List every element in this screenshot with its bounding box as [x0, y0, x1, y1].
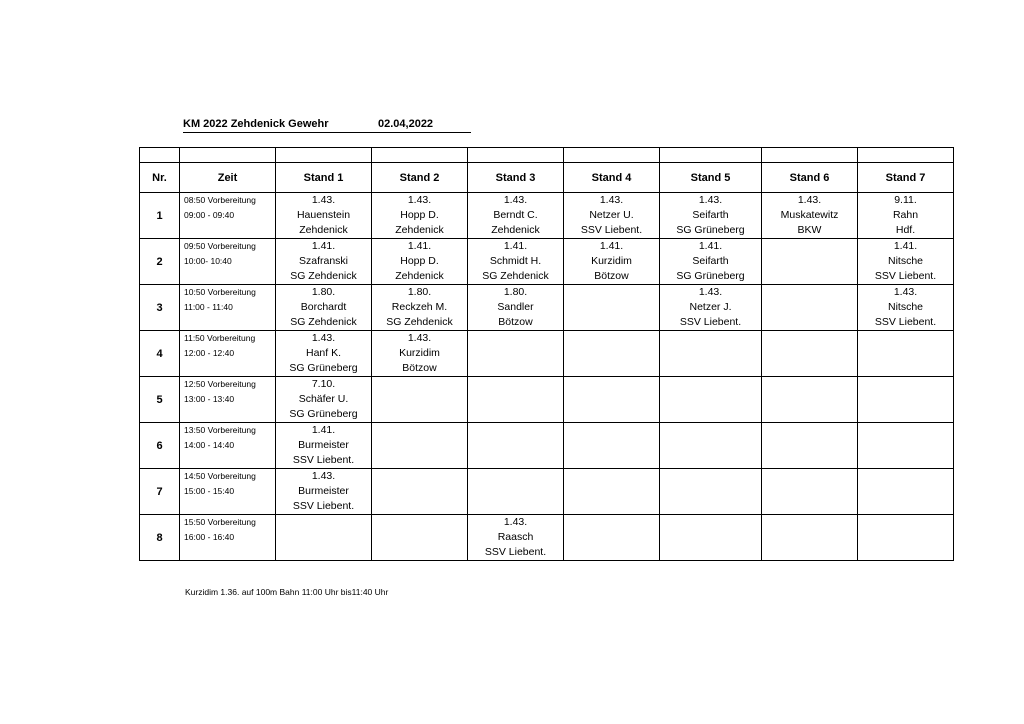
shooter-name: Raasch — [497, 531, 534, 543]
discipline-code — [564, 285, 659, 300]
stand-cell — [276, 469, 372, 515]
club-name: Bötzow — [402, 362, 437, 374]
shooter-name: Muskatewitz — [780, 209, 839, 221]
stand-cell — [276, 515, 372, 561]
discipline-code — [468, 331, 563, 346]
club-name — [564, 499, 659, 514]
club-name: Zehdenick — [491, 224, 540, 236]
discipline-code — [372, 377, 467, 392]
discipline-code — [276, 515, 371, 530]
discipline-code — [468, 469, 563, 484]
shooter-name — [564, 484, 659, 499]
stand-cell — [468, 515, 564, 561]
time-cell — [180, 285, 276, 331]
club-name: SG Grüneberg — [289, 362, 358, 374]
discipline-code: 1.41. — [893, 240, 918, 252]
discipline-code — [858, 469, 953, 484]
shooter-name: Seifarth — [692, 209, 729, 221]
discipline-code: 1.41. — [698, 240, 723, 252]
stand-cell — [372, 423, 468, 469]
row-number: 3 — [140, 285, 180, 331]
shooter-name — [372, 530, 467, 545]
shooting-time: 15:00 - 15:40 — [184, 486, 235, 496]
shooter-name — [468, 438, 563, 453]
stand-cell — [468, 377, 564, 423]
stand-cell — [372, 285, 468, 331]
prep-time: 09:50 Vorbereitung — [184, 241, 256, 251]
club-name — [660, 545, 761, 560]
discipline-code — [660, 331, 761, 346]
discipline-code: 1.41. — [599, 240, 624, 252]
club-name — [762, 315, 857, 330]
shooter-name: Burmeister — [298, 439, 349, 451]
time-cell — [180, 377, 276, 423]
shooter-name — [660, 346, 761, 361]
schedule-table — [139, 147, 954, 561]
shooter-name: Szafranski — [298, 255, 349, 267]
discipline-code — [660, 377, 761, 392]
shooter-name — [762, 484, 857, 499]
stand-cell — [762, 285, 858, 331]
stand-cell — [564, 331, 660, 377]
discipline-code: 1.41. — [407, 240, 432, 252]
shooting-time: 14:00 - 14:40 — [184, 440, 235, 450]
club-name — [660, 499, 761, 514]
stand-cell — [660, 331, 762, 377]
discipline-code — [660, 423, 761, 438]
prep-time: 12:50 Vorbereitung — [184, 379, 256, 389]
column-header: Zeit — [180, 163, 276, 193]
stand-cell — [276, 239, 372, 285]
discipline-code — [564, 423, 659, 438]
club-name: SG Grüneberg — [676, 270, 745, 282]
column-header: Stand 2 — [372, 163, 468, 193]
club-name — [660, 407, 761, 422]
stand-cell — [564, 515, 660, 561]
shooter-name — [276, 530, 371, 545]
discipline-code — [762, 469, 857, 484]
club-name — [762, 407, 857, 422]
stand-cell — [276, 285, 372, 331]
discipline-code — [858, 515, 953, 530]
stand-cell — [564, 193, 660, 239]
shooter-name: Kurzidim — [399, 347, 440, 359]
prep-time: 14:50 Vorbereitung — [184, 471, 256, 481]
discipline-code — [762, 331, 857, 346]
stand-cell — [762, 515, 858, 561]
shooter-name: Netzer J. — [689, 301, 732, 313]
stand-cell — [372, 515, 468, 561]
discipline-code: 1.43. — [698, 286, 723, 298]
row-number: 2 — [140, 239, 180, 285]
shooter-name — [468, 484, 563, 499]
prep-time: 11:50 Vorbereitung — [184, 333, 256, 343]
discipline-code — [660, 469, 761, 484]
shooter-name — [660, 392, 761, 407]
club-name — [468, 499, 563, 514]
shooter-name: Hanf K. — [305, 347, 342, 359]
club-name: SSV Liebent. — [679, 316, 742, 328]
column-header: Stand 5 — [660, 163, 762, 193]
club-name: Bötzow — [498, 316, 533, 328]
club-name — [858, 407, 953, 422]
shooter-name: Schäfer U. — [298, 393, 349, 405]
discipline-code: 1.43. — [698, 194, 723, 206]
stand-cell — [762, 331, 858, 377]
discipline-code — [858, 377, 953, 392]
discipline-code: 1.41. — [311, 240, 336, 252]
table-row — [140, 331, 954, 377]
stand-cell — [762, 469, 858, 515]
row-number: 4 — [140, 331, 180, 377]
discipline-code — [762, 285, 857, 300]
stand-cell — [858, 377, 954, 423]
club-name — [762, 269, 857, 284]
club-name — [660, 453, 761, 468]
shooter-name — [858, 392, 953, 407]
stand-cell — [660, 469, 762, 515]
shooter-name — [660, 530, 761, 545]
club-name — [858, 453, 953, 468]
stand-cell — [660, 285, 762, 331]
shooting-time: 13:00 - 13:40 — [184, 394, 235, 404]
shooter-name — [564, 300, 659, 315]
discipline-code: 1.43. — [311, 470, 336, 482]
shooter-name: Hopp D. — [400, 209, 439, 221]
shooter-name — [762, 300, 857, 315]
stand-cell — [564, 377, 660, 423]
document-title — [183, 117, 471, 133]
discipline-code: 1.80. — [311, 286, 336, 298]
stand-cell — [564, 469, 660, 515]
shooting-time: 09:00 - 09:40 — [184, 210, 235, 220]
row-number: 1 — [140, 193, 180, 239]
discipline-code: 9.11. — [894, 194, 917, 206]
table-row — [140, 377, 954, 423]
stand-cell — [372, 331, 468, 377]
club-name — [372, 453, 467, 468]
discipline-code — [762, 515, 857, 530]
discipline-code — [762, 239, 857, 254]
stand-cell — [762, 377, 858, 423]
club-name — [276, 545, 371, 560]
shooter-name: Sandler — [497, 301, 534, 313]
club-name — [372, 499, 467, 514]
shooter-name — [660, 438, 761, 453]
shooter-name: Rahn — [892, 209, 919, 221]
discipline-code — [372, 423, 467, 438]
time-cell — [180, 239, 276, 285]
stand-cell — [858, 423, 954, 469]
discipline-code: 1.43. — [503, 516, 528, 528]
stand-cell — [276, 331, 372, 377]
discipline-code: 1.43. — [503, 194, 528, 206]
shooter-name — [762, 392, 857, 407]
club-name — [564, 453, 659, 468]
shooter-name — [372, 484, 467, 499]
spacer-row — [140, 148, 954, 163]
column-header: Nr. — [140, 163, 180, 193]
shooter-name — [564, 392, 659, 407]
table-row — [140, 285, 954, 331]
discipline-code: 1.43. — [893, 286, 918, 298]
stand-cell — [858, 285, 954, 331]
shooter-name: Hauenstein — [296, 209, 351, 221]
stand-cell — [660, 377, 762, 423]
club-name: SG Zehdenick — [482, 270, 549, 282]
discipline-code — [564, 515, 659, 530]
stand-cell — [276, 377, 372, 423]
stand-cell — [468, 331, 564, 377]
club-name — [762, 361, 857, 376]
shooter-name — [564, 530, 659, 545]
club-name: Hdf. — [895, 224, 916, 236]
club-name: SSV Liebent. — [484, 546, 547, 558]
prep-time: 15:50 Vorbereitung — [184, 517, 256, 527]
table-row — [140, 193, 954, 239]
shooter-name: Borchardt — [300, 301, 347, 313]
title-date: 02.04,2022 — [378, 118, 434, 130]
stand-cell — [858, 515, 954, 561]
table-row — [140, 239, 954, 285]
discipline-code — [762, 377, 857, 392]
club-name — [762, 545, 857, 560]
club-name: Zehdenick — [395, 224, 444, 236]
club-name: BKW — [797, 224, 822, 236]
shooter-name — [858, 438, 953, 453]
stand-cell — [468, 469, 564, 515]
column-header: Stand 1 — [276, 163, 372, 193]
shooter-name — [468, 346, 563, 361]
stand-cell — [564, 239, 660, 285]
shooter-name — [762, 530, 857, 545]
shooter-name — [660, 484, 761, 499]
club-name — [564, 361, 659, 376]
shooter-name: Nitsche — [887, 255, 923, 267]
table-row — [140, 423, 954, 469]
discipline-code — [858, 331, 953, 346]
discipline-code — [372, 515, 467, 530]
time-cell — [180, 331, 276, 377]
club-name: SSV Liebent. — [292, 454, 355, 466]
discipline-code — [468, 423, 563, 438]
stand-cell — [468, 423, 564, 469]
discipline-code: 1.43. — [311, 194, 336, 206]
stand-cell — [660, 239, 762, 285]
club-name — [858, 361, 953, 376]
club-name: SG Zehdenick — [290, 270, 357, 282]
time-cell — [180, 423, 276, 469]
stand-cell — [762, 423, 858, 469]
club-name — [660, 361, 761, 376]
stand-cell — [660, 515, 762, 561]
discipline-code: 7.10. — [311, 378, 336, 390]
club-name: SG Grüneberg — [676, 224, 745, 236]
shooter-name — [858, 530, 953, 545]
club-name: SG Zehdenick — [290, 316, 357, 328]
club-name — [564, 545, 659, 560]
shooter-name — [762, 438, 857, 453]
time-cell — [180, 515, 276, 561]
discipline-code — [660, 515, 761, 530]
stand-cell — [372, 193, 468, 239]
shooter-name: Nitsche — [887, 301, 923, 313]
discipline-code — [564, 377, 659, 392]
prep-time: 08:50 Vorbereitung — [184, 195, 256, 205]
shooter-name — [372, 392, 467, 407]
stand-cell — [468, 239, 564, 285]
row-number: 8 — [140, 515, 180, 561]
shooter-name: Berndt C. — [493, 209, 538, 221]
club-name: Zehdenick — [299, 224, 348, 236]
shooter-name — [762, 346, 857, 361]
header-row — [140, 163, 954, 193]
club-name — [372, 407, 467, 422]
discipline-code: 1.43. — [797, 194, 822, 206]
stand-cell — [468, 285, 564, 331]
shooting-time: 12:00 - 12:40 — [184, 348, 235, 358]
shooter-name: Netzer U. — [589, 209, 634, 221]
stand-cell — [660, 193, 762, 239]
stand-cell — [564, 423, 660, 469]
club-name: Bötzow — [594, 270, 629, 282]
club-name: SSV Liebent. — [580, 224, 643, 236]
club-name — [858, 499, 953, 514]
shooting-time: 16:00 - 16:40 — [184, 532, 235, 542]
shooter-name: Kurzidim — [591, 255, 632, 267]
club-name: SSV Liebent. — [874, 270, 937, 282]
discipline-code — [858, 423, 953, 438]
discipline-code — [372, 469, 467, 484]
stand-cell — [468, 193, 564, 239]
club-name: SG Zehdenick — [386, 316, 453, 328]
discipline-code: 1.41. — [503, 240, 528, 252]
club-name — [858, 545, 953, 560]
discipline-code — [564, 469, 659, 484]
stand-cell — [660, 423, 762, 469]
discipline-code — [762, 423, 857, 438]
row-number: 6 — [140, 423, 180, 469]
footnote: Kurzidim 1.36. auf 100m Bahn 11:00 Uhr bis11:40 Uhr — [185, 587, 389, 597]
club-name — [564, 407, 659, 422]
club-name — [762, 453, 857, 468]
shooter-name: Hopp D. — [400, 255, 439, 267]
shooter-name — [858, 484, 953, 499]
stand-cell — [858, 331, 954, 377]
discipline-code — [564, 331, 659, 346]
stand-cell — [858, 239, 954, 285]
table-row — [140, 515, 954, 561]
shooter-name: Reckzeh M. — [391, 301, 448, 313]
club-name: SSV Liebent. — [874, 316, 937, 328]
column-header: Stand 4 — [564, 163, 660, 193]
stand-cell — [762, 193, 858, 239]
stand-cell — [762, 239, 858, 285]
discipline-code: 1.80. — [407, 286, 432, 298]
shooter-name: Seifarth — [692, 255, 729, 267]
discipline-code: 1.80. — [503, 286, 528, 298]
club-name — [468, 453, 563, 468]
stand-cell — [372, 239, 468, 285]
shooter-name — [564, 346, 659, 361]
column-header: Stand 3 — [468, 163, 564, 193]
column-header: Stand 6 — [762, 163, 858, 193]
stand-cell — [372, 469, 468, 515]
club-name: Zehdenick — [395, 270, 444, 282]
club-name — [762, 499, 857, 514]
discipline-code: 1.41. — [311, 424, 336, 436]
prep-time: 13:50 Vorbereitung — [184, 425, 256, 435]
time-cell — [180, 469, 276, 515]
discipline-code: 1.43. — [407, 194, 432, 206]
stand-cell — [276, 423, 372, 469]
stand-cell — [276, 193, 372, 239]
title-text: KM 2022 Zehdenick Gewehr — [183, 118, 329, 130]
club-name — [468, 407, 563, 422]
shooting-time: 10:00- 10:40 — [184, 256, 232, 266]
prep-time: 10:50 Vorbereitung — [184, 287, 256, 297]
time-cell — [180, 193, 276, 239]
column-header: Stand 7 — [858, 163, 954, 193]
club-name — [372, 545, 467, 560]
discipline-code — [468, 377, 563, 392]
row-number: 7 — [140, 469, 180, 515]
table-row — [140, 469, 954, 515]
shooter-name — [858, 346, 953, 361]
discipline-code: 1.43. — [311, 332, 336, 344]
shooter-name — [372, 438, 467, 453]
shooter-name — [468, 392, 563, 407]
shooter-name: Schmidt H. — [489, 255, 542, 267]
shooting-time: 11:00 - 11:40 — [184, 302, 233, 312]
row-number: 5 — [140, 377, 180, 423]
club-name — [564, 315, 659, 330]
discipline-code: 1.43. — [599, 194, 624, 206]
stand-cell — [372, 377, 468, 423]
stand-cell — [858, 193, 954, 239]
stand-cell — [858, 469, 954, 515]
shooter-name — [564, 438, 659, 453]
club-name: SG Grüneberg — [289, 408, 358, 420]
stand-cell — [564, 285, 660, 331]
club-name: SSV Liebent. — [292, 500, 355, 512]
club-name — [468, 361, 563, 376]
shooter-name: Burmeister — [298, 485, 349, 497]
shooter-name — [762, 254, 857, 269]
discipline-code: 1.43. — [407, 332, 432, 344]
